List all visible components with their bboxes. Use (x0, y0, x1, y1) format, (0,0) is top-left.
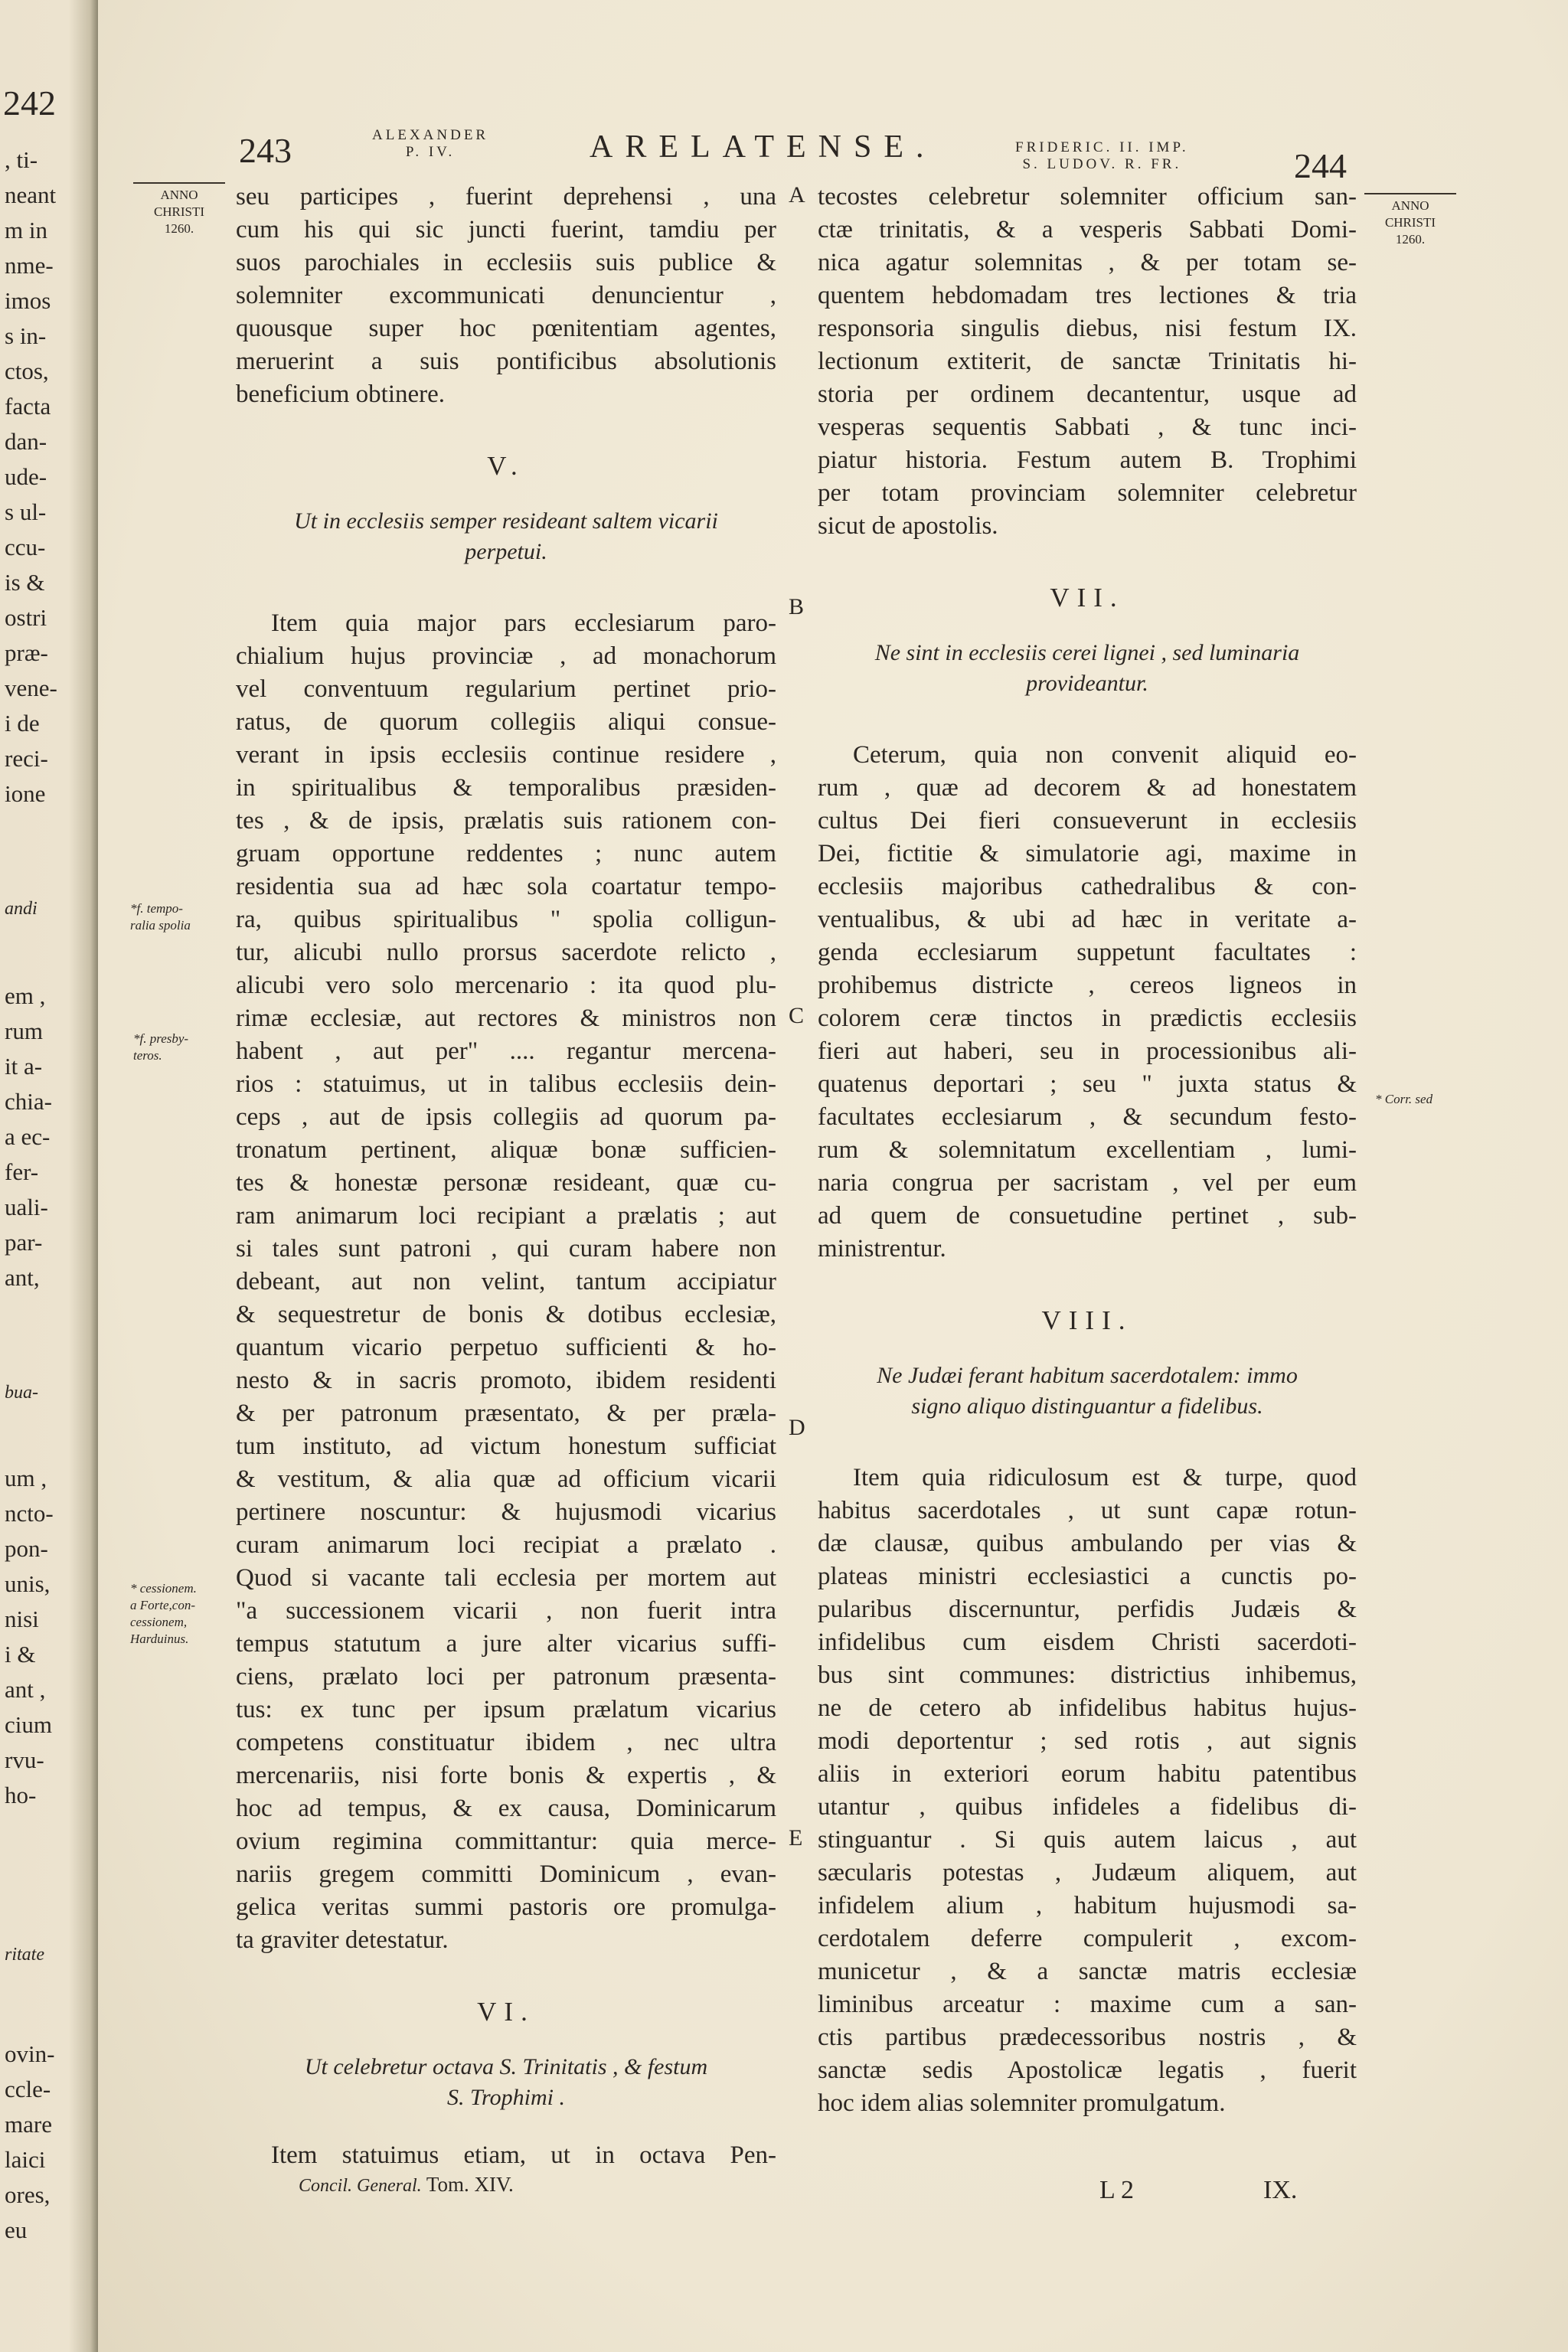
text-line: Item statuimus etiam, ut in octava Pen- (271, 2141, 776, 2169)
section-title: Ne sint in ecclesiis cerei lignei , sed luminaria (874, 640, 1300, 665)
text-line: Item quia major pars ecclesiarum paro- (271, 609, 776, 637)
previous-page-fragment: cium (5, 1711, 52, 1738)
previous-page-fragment: nisi (5, 1606, 39, 1632)
text-line: pularibus discernuntur, perfidis Judæis & (818, 1596, 1357, 1623)
text-line: tecostes celebretur solemniter officium san- (818, 183, 1357, 211)
section-body (818, 1462, 1357, 2120)
column-letter-a: A (789, 182, 805, 207)
section-title: provideantur. (1026, 671, 1148, 696)
text-line: "a successionem vicarii , non fuerit intra (236, 1597, 776, 1625)
text-line: tronatum pertinent, aliquæ bonæ sufficien- (236, 1136, 776, 1164)
text-line: municetur , & a sanctæ matris ecclesiæ (818, 1958, 1357, 1985)
text-line: vesperas sequentis Sabbati , & tunc inci- (818, 413, 1357, 441)
margin-note-presbyteros: *f. presby- teros. (133, 1031, 189, 1063)
previous-page-fragment: eu (5, 2216, 28, 2243)
section-number: VI. (477, 1997, 535, 2027)
text-line: ad quem de consuetudine pertinet , sub- (818, 1202, 1357, 1230)
section-number: V. (487, 451, 525, 481)
text-line: tum instituto, ad victum honestum sufficiat (236, 1432, 776, 1460)
section-body (236, 2139, 776, 2172)
previous-page-fragment: reci- (5, 745, 48, 772)
text-line: ecclesiis majoribus cathedralibus & con- (818, 873, 1357, 900)
text-line: stinguantur . Si quis autem laicus , aut (818, 1826, 1357, 1854)
previous-page-fragment: andi (5, 899, 38, 919)
previous-page-fragment: ncto- (5, 1500, 54, 1527)
column-letter-b: B (789, 594, 805, 619)
previous-page-fragment: dan- (5, 428, 47, 455)
text-line: Ceterum, quia non convenit aliquid eo- (853, 741, 1357, 769)
previous-page-fragment: pon- (5, 1535, 48, 1562)
text-line: aliis in exteriori eorum habitu patentibus (818, 1760, 1357, 1788)
left-column-intro (236, 181, 776, 411)
previous-page-fragment: ostri (5, 604, 47, 631)
previous-page-fragment: rvu- (5, 1746, 44, 1773)
text-line: competens constituatur ibidem , nec ultra (236, 1729, 776, 1756)
text-line: debeant, aut non velint, tantum accipiatur (236, 1268, 776, 1295)
previous-page-fragment: um , (5, 1465, 47, 1491)
text-line: storia per ordinem decantentur, usque ad (818, 381, 1357, 408)
text-line: seu participes , fuerint deprehensi , una (236, 183, 776, 211)
text-line: tus: ex tunc per ipsum prælatum vicarius (236, 1696, 776, 1723)
text-line: rios : statuimus, ut in talibus ecclesiis dein- (236, 1070, 776, 1098)
text-line: solemniter excommunicati denuncientur , (236, 282, 776, 309)
margin-note-correction: * Corr. sed (1375, 1092, 1433, 1106)
text-line: curam animarum loci recipiat a prælato . (236, 1531, 776, 1559)
previous-page-fragment: fer- (5, 1158, 39, 1185)
text-line: quentem hebdomadam tres lectiones & tria (818, 282, 1357, 309)
previous-page-fragment: uali- (5, 1194, 48, 1220)
text-line: residentia sua ad hæc sola coartatur tempo- (236, 873, 776, 900)
text-line: ventualibus, & ubi ad hæc in veritate a- (818, 906, 1357, 933)
text-line: fieri aut haberi, seu in processionibus ali- (818, 1037, 1357, 1065)
section-title: S. Trophimi . (447, 2085, 565, 2110)
previous-page-fragment: m in (5, 217, 47, 243)
previous-page-edge (0, 0, 98, 2352)
section-body (818, 739, 1357, 1266)
text-line: quantum vicario perpetuo sufficienti & ho- (236, 1334, 776, 1361)
text-line: nariis gregem committi Dominicum , evan- (236, 1860, 776, 1888)
previous-page-fragment: imos (5, 287, 51, 314)
previous-page-fragment: , ti- (5, 146, 38, 173)
running-head-pope: ALEXANDER P. IV. (372, 127, 489, 160)
previous-page-fragment: em , (5, 982, 46, 1009)
text-line: Dei, fictitie & simulatorie agi, maxime in (818, 840, 1357, 867)
previous-page-fragment: unis, (5, 1570, 51, 1597)
text-line: meruerint a suis pontificibus absolutionis (236, 348, 776, 375)
previous-page-fragment: laici (5, 2146, 46, 2173)
previous-page-fragment: ovin- (5, 2040, 55, 2067)
previous-page-number: 242 (3, 83, 56, 122)
left-page-number: 243 (239, 131, 292, 170)
section-title: Ut celebretur octava S. Trinitatis , & festum (304, 2054, 708, 2079)
text-line: beneficium obtinere. (236, 381, 446, 408)
text-line: cerdotalem deferre compulerit , excom- (818, 1925, 1357, 1952)
text-line: suos parochiales in ecclesiis suis publice & (236, 249, 776, 276)
previous-page-fragment: a ec- (5, 1123, 51, 1150)
running-head-rulers: FRIDERIC. II. IMP. S. LUDOV. R. FR. (1015, 139, 1189, 172)
previous-page-fragment: bua- (5, 1383, 38, 1403)
text-line: & sequestretur de bonis & dotibus ecclesiæ, (236, 1301, 776, 1328)
text-line: Quod si vacante tali ecclesia per mortem aut (236, 1564, 776, 1592)
text-line: ovium regimina committantur: quia merce- (236, 1828, 776, 1855)
text-line: habent , aut per" .... regantur mercena- (236, 1037, 776, 1065)
section-number: VII. (1050, 583, 1125, 612)
previous-page-fragment: par- (5, 1229, 43, 1256)
catchword: IX. (1263, 2176, 1298, 2204)
section-title: signo aliquo distinguantur a fidelibus. (911, 1393, 1263, 1419)
text-line: infidelem alium , habitum hujusmodi sa- (818, 1892, 1357, 1919)
previous-page-fragment: ant, (5, 1264, 40, 1291)
previous-page-fragment: ude- (5, 463, 47, 490)
text-line: liminibus arceatur : maxime cum a san- (818, 1991, 1357, 2018)
column-letter-e: E (789, 1825, 803, 1851)
section-title: perpetui. (465, 539, 547, 564)
text-line: tur, alicubi nullo prorsus sacerdote relicto , (236, 939, 776, 966)
section-title: Ut in ecclesiis semper resideant saltem vicarii (294, 508, 718, 534)
text-line: colorem ceræ tinctos in prædictis ecclesiis (818, 1004, 1357, 1032)
text-line: dæ clausæ, quibus ambulando per vias & (818, 1530, 1357, 1557)
text-line: rum , quæ ad decorem & ad honestatem (818, 774, 1357, 802)
text-line: ta graviter detestatur. (236, 1926, 449, 1954)
column-letter-c: C (789, 1003, 805, 1028)
text-line: ciens, prælato loci per patronum præsenta- (236, 1663, 776, 1690)
text-line: gelica veritas summi pastoris ore promulga- (236, 1893, 776, 1921)
signature-mark: L 2 (1099, 2176, 1135, 2204)
text-line: sæcularis potestas , Judæum aliquem, aut (818, 1859, 1357, 1886)
text-line: si tales sunt patroni , qui curam habere non (236, 1235, 776, 1263)
text-line: quatenus deportari ; seu " juxta status & (818, 1070, 1357, 1098)
previous-page-fragment: s ul- (5, 498, 47, 525)
previous-page-fragment: s in- (5, 322, 47, 349)
text-line: hoc idem alias solemniter promulgatum. (818, 2089, 1226, 2117)
anno-christi-left: ANNO CHRISTI 1260. (127, 182, 231, 237)
text-line: facultates ecclesiarum , & secundum festo- (818, 1103, 1357, 1131)
text-line: tes , & de ipsis, prælatis suis rationem con- (236, 807, 776, 835)
text-line: tempus statutum a jure alter vicarius suffi- (236, 1630, 776, 1658)
text-line: in spiritualibus & temporalibus præsiden- (236, 774, 776, 802)
previous-page-fragment: ctos, (5, 358, 49, 384)
text-line: responsoria singulis diebus, nisi festum IX. (818, 315, 1357, 342)
text-line: vel conventuum regularium pertinet prio- (236, 675, 776, 703)
text-line: ne de cetero ab infidelibus habitus hujus- (818, 1694, 1357, 1722)
text-line: pertinere noscuntur: & hujusmodi vicarius (236, 1498, 776, 1526)
right-page-number: 244 (1294, 146, 1347, 185)
previous-page-fragment: facta (5, 393, 51, 420)
previous-page-fragment: vene- (5, 675, 57, 701)
anno-christi-right: ANNO CHRISTI 1260. (1358, 193, 1462, 248)
section-body (236, 607, 776, 1957)
previous-page-fragment: ritate (5, 1945, 44, 1965)
margin-note-temporalia: *f. tempo- ralia spolia (130, 901, 191, 933)
text-line: bus sint communes: districtius inhibemus, (818, 1661, 1357, 1689)
previous-page-fragment: it a- (5, 1053, 43, 1080)
text-line: tes & honestæ personæ resideant, quæ cu- (236, 1169, 776, 1197)
previous-page-fragment: chia- (5, 1088, 52, 1115)
previous-page-fragment: rum (5, 1018, 43, 1044)
text-line: quousque super hoc pœnitentiam agentes, (236, 315, 776, 342)
text-line: ctis partibus prædecessoribus nostris , & (818, 2024, 1357, 2051)
text-line: alicubi vero solo mercenario : ita quod plu- (236, 972, 776, 999)
text-line: verant in ipsis ecclesiis continue residere , (236, 741, 776, 769)
previous-page-fragment: ores, (5, 2181, 51, 2208)
text-line: lectionum extiterit, de sanctæ Trinitatis hi- (818, 348, 1357, 375)
right-text-column (818, 181, 1357, 2120)
text-line: sanctæ sedis Apostolicæ legatis , fuerit (818, 2056, 1357, 2084)
left-text-column (236, 181, 776, 2172)
text-line: prohibemus districte , cereos ligneos in (818, 972, 1357, 999)
previous-page-fragment: præ- (5, 639, 48, 666)
previous-page-fragment: ccu- (5, 534, 46, 560)
text-line: plateas ministri ecclesiastici a cunctis po- (818, 1563, 1357, 1590)
running-title: ARELATENSE. (590, 129, 936, 165)
margin-note-cessionem: * cessionem. a Forte,con- cessionem, Harduinus. (130, 1581, 197, 1646)
footer-volume: Concil. General. Tom. XIV. (299, 2173, 514, 2196)
right-column-intro (818, 181, 1357, 543)
text-line: rimæ ecclesiæ, aut rectores & ministros non (236, 1004, 776, 1032)
previous-page-fragment: mare (5, 2111, 52, 2138)
text-line: Item quia ridiculosum est & turpe, quod (853, 1464, 1357, 1491)
text-line: nesto & in sacris promoto, ibidem residenti (236, 1367, 776, 1394)
previous-page-fragment: nme- (5, 252, 54, 279)
previous-page-fragment: is & (5, 569, 45, 596)
previous-page-fragment: ho- (5, 1782, 37, 1808)
text-line: & per patronum præsentato, & per præla- (236, 1400, 776, 1427)
previous-page-fragment: ione (5, 780, 46, 807)
text-line: utantur , quibus infideles a fidelibus di- (818, 1793, 1357, 1821)
previous-page-fragment: ant , (5, 1676, 46, 1703)
previous-page-fragment: ccle- (5, 2076, 51, 2102)
text-line: hoc ad tempus, & ex causa, Dominicarum (236, 1795, 776, 1822)
text-line: naria congrua per sacristam , vel per eum (818, 1169, 1357, 1197)
text-line: sicut de apostolis. (818, 512, 998, 540)
text-line: nica agatur solemnitas , & per totam se- (818, 249, 1357, 276)
text-line: cum his qui sic juncti fuerint, tamdiu per (236, 216, 776, 243)
text-line: & vestitum, & alia quæ ad officium vicarii (236, 1465, 776, 1493)
text-line: cultus Dei fieri consueverunt in ecclesiis (818, 807, 1357, 835)
text-line: ceps , aut de ipsis collegiis ad quorum pa- (236, 1103, 776, 1131)
text-line: piatur historia. Festum autem B. Trophimi (818, 446, 1357, 474)
column-letter-d: D (789, 1415, 805, 1440)
text-line: ram animarum loci recipiant a prælatis ; aut (236, 1202, 776, 1230)
text-line: ministrentur. (818, 1235, 946, 1263)
previous-page-fragment: i & (5, 1641, 36, 1668)
text-line: genda ecclesiarum suppetunt facultates : (818, 939, 1357, 966)
section-number: VIII. (1041, 1305, 1133, 1335)
text-line: habitus sacerdotales , ut sunt capæ rotun- (818, 1497, 1357, 1524)
previous-page-fragment: i de (5, 710, 40, 737)
previous-page-fragment: neant (5, 181, 57, 208)
section-title: Ne Judæi ferant habitum sacerdotalem: immo (877, 1363, 1298, 1388)
text-line: per totam provinciam solemniter celebretur (818, 479, 1357, 507)
text-line: gruam opportune reddentes ; nunc autem (236, 840, 776, 867)
text-line: rum & solemnitatum excellentiam , lumi- (818, 1136, 1357, 1164)
text-line: chialium hujus provinciæ , ad monachorum (236, 642, 776, 670)
text-line: ctæ trinitatis, & a vesperis Sabbati Domi- (818, 216, 1357, 243)
text-line: infidelibus cum eisdem Christi sacerdoti- (818, 1628, 1357, 1656)
text-line: ra, quibus spiritualibus " spolia colligun- (236, 906, 776, 933)
text-line: modi deportentur ; sed rotis , aut signis (818, 1727, 1357, 1755)
text-line: ratus, de quorum collegiis aliqui consue- (236, 708, 776, 736)
text-line: mercenariis, nisi forte bonis & expertis , & (236, 1762, 776, 1789)
